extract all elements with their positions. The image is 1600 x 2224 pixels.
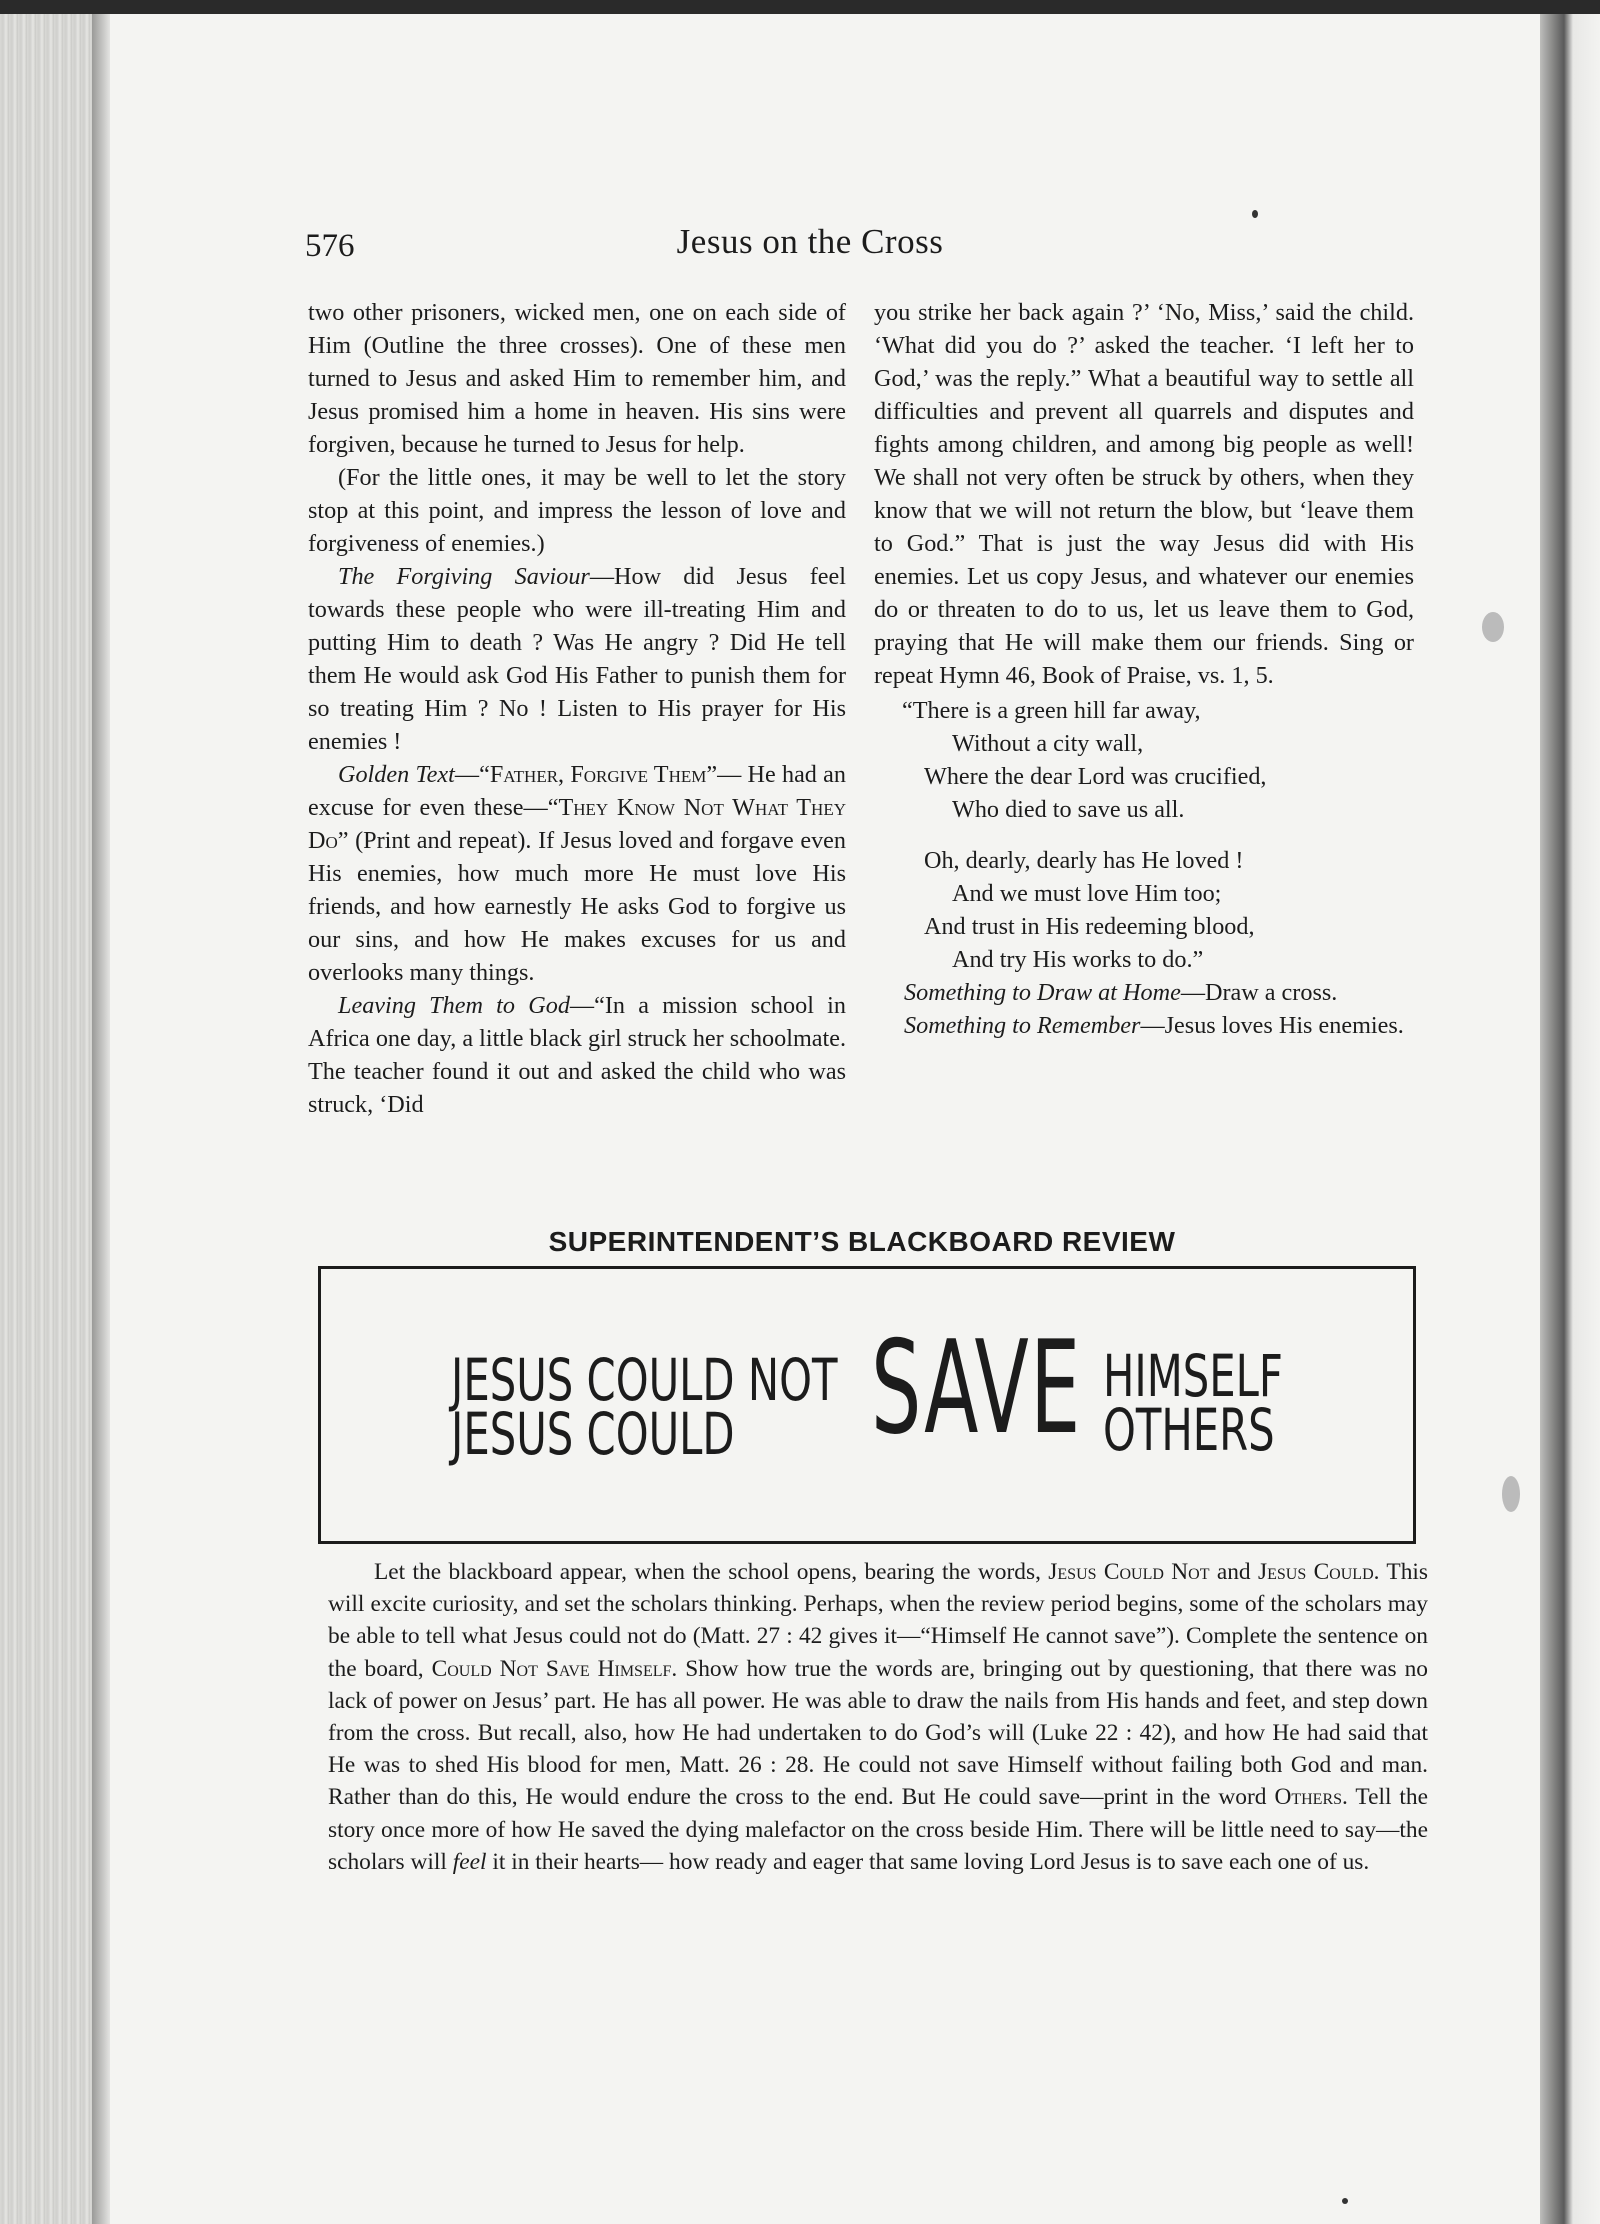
- paragraph-text: ”— He had an excuse for even these—“: [308, 761, 846, 821]
- paragraph: [308, 758, 846, 989]
- section-heading: The Forgiving Saviour: [338, 563, 590, 590]
- paragraph-text: —“In a mission school in Africa one day, a little black girl struck her schoolmate. The teacher found it out and asked the child who was struck, ‘Did: [308, 992, 846, 1118]
- section-heading: Something to Draw at Home: [904, 979, 1181, 1006]
- board-line: HIMSELF: [1103, 1342, 1283, 1410]
- board-left-text: [451, 1346, 838, 1468]
- paragraph-text: it in their hearts— how ready and eager that same loving Lord Jesus is to save each one of us.: [486, 1848, 1370, 1875]
- paragraph: [308, 560, 846, 758]
- paragraph: (For the little ones, it may be well to let the story stop at this point, and impress the lesson of love and forgiveness of enemies.): [308, 464, 846, 557]
- review-explanation: [328, 1556, 1428, 1878]
- scan-speck: [1482, 612, 1504, 642]
- blackboard-box: [318, 1266, 1416, 1544]
- paragraph-text: and: [1209, 1559, 1258, 1585]
- scan-speck: [1252, 210, 1258, 218]
- stanza-break: [874, 826, 1414, 844]
- paragraph: two other prisoners, wicked men, one on each side of Him (Outline the three crosses). One of these men turned to Jesus and asked Him to remember him, and Jesus promised him a home in heaven. His sins were forgiven, because he turned to Jesus for help.: [308, 299, 846, 458]
- scan-speck: [1502, 1476, 1520, 1512]
- board-line: JESUS COULD: [451, 1400, 735, 1468]
- board-phrase: Could Not Save Himself: [431, 1655, 672, 1682]
- hymn-line: And we must love Him too;: [952, 880, 1222, 907]
- hymn-line: Who died to save us all.: [952, 796, 1185, 823]
- board-phrase: Jesus Could Not: [1048, 1559, 1210, 1585]
- running-title: Jesus on the Cross: [676, 222, 944, 261]
- board-phrase: Others: [1274, 1784, 1343, 1811]
- scan-speck: [1342, 2198, 1348, 2204]
- paragraph: [874, 1009, 1414, 1042]
- page-number: 576: [305, 228, 355, 264]
- paragraph-text: Let the blackboard appear, when the school opens, bearing the words,: [374, 1559, 1049, 1585]
- board-center-word: SAVE: [871, 1314, 1082, 1463]
- board-line: OTHERS: [1103, 1396, 1275, 1464]
- left-column: [308, 296, 846, 1121]
- paragraph-text: . This will excite curiosity, and set the scholars thinking. Perhaps, when the review period begins, some of the scholars may be able to tell what Jesus could not do (Matt. 27 : 42 gives it—“Himself He cannot save”). Complete the sentence on the board,: [328, 1559, 1428, 1682]
- review-heading: SUPERINTENDENT’S BLACKBOARD REVIEW: [548, 1226, 1176, 1257]
- section-heading: Leaving Them to God: [338, 992, 570, 1019]
- paragraph-text: —Jesus loves His enemies.: [1140, 1012, 1404, 1039]
- paragraph: you strike her back again ?’ ‘No, Miss,’ said the child. ‘What did you do ?’ asked the teacher. ‘I left her to God,’ was the reply.” What a beautiful way to settle all difficulties and prevent all quarrels and disputes and fights among children, and among big people as well! We shall not very often be struck by others, when they know that we will not return the blow, but ‘leave them to God.” That is just the way Jesus did with His enemies. Let us copy Jesus, and whatever our enemies do or threaten to do to us, let us leave them to God, praying that He will make them our friends. Sing or repeat Hymn 46, Book of Praise, vs. 1, 5.: [874, 299, 1414, 689]
- emphasis: feel: [452, 1848, 487, 1875]
- paragraph-text: —“: [454, 761, 490, 788]
- golden-text: They Know Not What They Do: [308, 794, 846, 854]
- right-column: [874, 296, 1414, 1042]
- paragraph: [328, 1556, 1428, 1878]
- paragraph-text: —How did Jesus feel towards these people who were ill-treating Him and putting Him to death ? Was He angry ? Did He tell them He would ask God His Father to punish them for so treating Him ? No ! Listen to His prayer for His enemies !: [308, 563, 846, 755]
- golden-text: Father, Forgive Them: [489, 761, 707, 788]
- board-right-text: [1103, 1342, 1283, 1464]
- hymn-line: Oh, dearly, dearly has He loved !: [924, 847, 1244, 874]
- facing-page-edge: [1540, 14, 1600, 2224]
- gutter-shadow: [92, 14, 112, 2224]
- hymn-line: Without a city wall,: [952, 730, 1144, 757]
- paragraph-text: ” (Print and repeat). If Jesus loved and forgave even His enemies, how much more He must love His friends, and how earnestly He asks God to forgive us our sins, and how He makes excuses for us and overlooks many things.: [308, 827, 846, 986]
- board-phrase: Jesus Could: [1258, 1559, 1374, 1585]
- hymn-line: “There is a green hill far away,: [902, 697, 1201, 724]
- paragraph-text: . Tell the story once more of how He saved the dying malefactor on the cross beside Him. There will be little need to say—the scholars will: [328, 1784, 1428, 1875]
- section-heading: Golden Text: [338, 761, 455, 788]
- scan-top-edge: [0, 0, 1600, 14]
- paragraph-text: . Show how true the words are, bringing out by questioning, that there was no lack of power on Jesus’ part. He has all power. He was able to draw the nails from His hands and feet, and step down from the cross. But recall, also, how He had undertaken to do God’s will (Luke 22 : 42), and how He had said that He was to shed His blood for men, Matt. 26 : 28. He could not save Himself without failing both God and man. Rather than do this, He would endure the cross to the end. But He could save—print in the word: [328, 1655, 1429, 1811]
- paragraph-text: —Draw a cross.: [1180, 979, 1338, 1006]
- board-line: JESUS COULD NOT: [451, 1346, 838, 1414]
- paragraph: [308, 989, 846, 1121]
- hymn-verse: [874, 694, 1414, 976]
- paragraph: [874, 976, 1414, 1009]
- section-heading: Something to Remember: [904, 1012, 1141, 1039]
- hymn-line: And trust in His redeeming blood,: [924, 913, 1255, 940]
- hymn-line: Where the dear Lord was crucified,: [924, 763, 1267, 790]
- hymn-line: And try His works to do.”: [952, 946, 1204, 973]
